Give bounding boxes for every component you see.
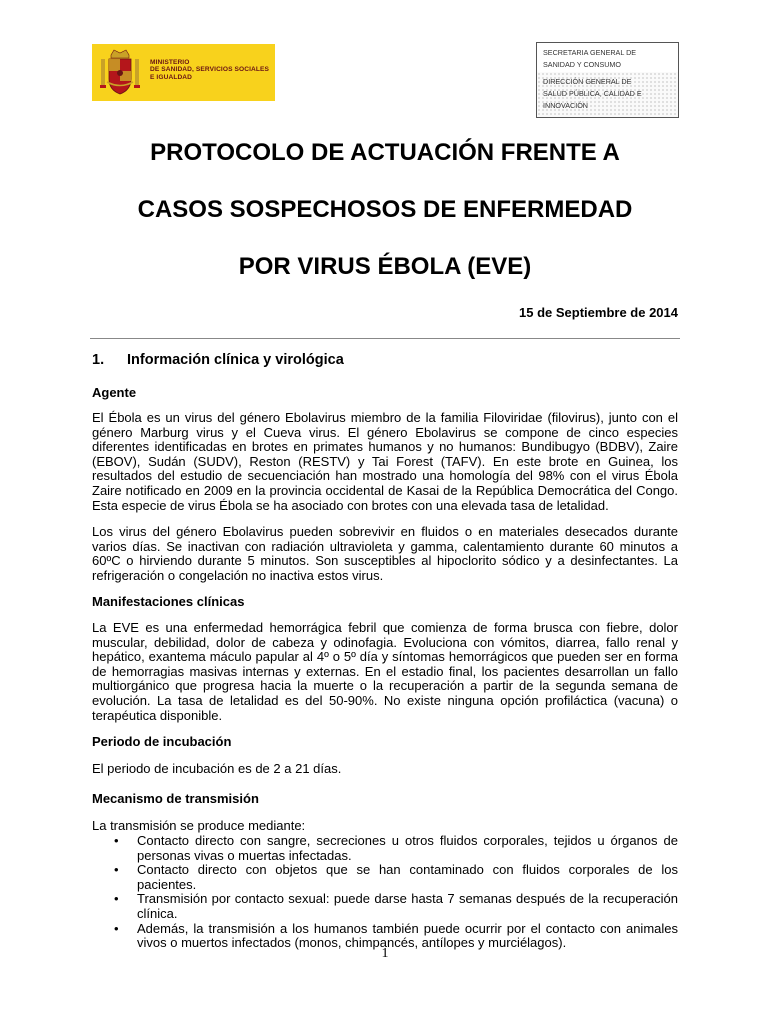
document-title-line-2: CASOS SOSPECHOSOS DE ENFERMEDAD [137,196,633,223]
list-item-text: Contacto directo con objetos que se han contaminado con fluidos corporales de los pacientes. [137,862,678,892]
bullet-icon: • [114,862,119,878]
secretaria-line: SECRETARIA GENERAL DE [543,48,637,57]
subheading-manifestaciones: Manifestaciones clínicas [92,594,245,609]
department-box [536,42,679,118]
subheading-incubacion: Periodo de incubación [92,734,232,749]
section-title: Información clínica y virológica [127,352,344,368]
paragraph-transmision-intro: La transmisión se produce mediante: [92,818,306,833]
document-date: 15 de Septiembre de 2014 [519,305,678,320]
transmission-list [92,834,678,951]
ministry-line: MINISTERIO [150,59,190,66]
list-item-text: Además, la transmisión a los humanos también puede ocurrir por el contacto con animales vivos o muertos infectados (monos, chimpancés, antílopes y murciélagos). [137,920,678,951]
direccion-line: DIRECCIÓN GENERAL DE [543,77,632,86]
paragraph-agente-1: El Ébola es un virus del género Ebolavirus miembro de la familia Filoviridae (filovirus), junto con el género Marburg virus y el Cueva virus. El género Ebolavirus se compone de cinco especies diferentes identificadas en brotes en primates humanos y no humanos: Bundibugyo (BDBV), Zaire (EBOV), Sudán (SUDV), Reston (RESTV) y Tai Forest (TAFV). En este brote en Guinea, los resultados del estudio de secuenciación han mostrado una homología del 98% con el virus Ébola Zaire notificado en 2009 en la provincia occidental de Kasai de la República Democrática del Congo. Esta especie de virus Ébola se ha asociado con brotes con una elevada tasa de letalidad. [92,410,678,513]
direccion-panel [537,72,678,117]
list-item-text: Transmisión por contacto sexual: puede darse hasta 7 semanas después de la recuperación clínica. [137,891,678,921]
divider [90,338,680,339]
ministry-line: E IGUALDAD [150,73,193,81]
coat-of-arms-icon [100,49,140,96]
ministry-logo [92,44,275,101]
ministry-name [150,59,269,81]
document-title-line-3: POR VIRUS ÉBOLA (EVE) [238,253,532,280]
bullet-icon: • [114,920,119,936]
direccion-line: SALUD PÚBLICA, CALIDAD E [543,89,642,98]
direccion-label [543,76,642,112]
list-item [92,863,678,892]
section-number: 1. [92,352,105,368]
subheading-agente: Agente [92,385,137,400]
list-item [92,834,678,863]
document-title-line-1: PROTOCOLO DE ACTUACIÓN FRENTE A [150,139,620,166]
subheading-transmision: Mecanismo de transmisión [92,791,259,806]
bullet-icon: • [114,833,119,848]
page-number: 1 [381,946,389,961]
paragraph-agente-2: Los virus del género Ebolavirus pueden sobrevivir en fluidos o en materiales desecados durante varios días. Se inactivan con radiación ultravioleta y gamma, calentamiento durante 60 minutos a 60ºC o hirviendo durante 5 minutos. Son susceptibles al hipoclorito sódico y a desinfectantes. La refrigeración o congelación no inactiva estos virus. [92,524,678,583]
secretaria-label [543,47,636,71]
list-item-text: Contacto directo con sangre, secreciones u otros fluidos corporales, tejidos u órganos de personas vivas o muertas infectadas. [137,833,678,863]
paragraph-incubacion: El periodo de incubación es de 2 a 21 días. [92,761,342,776]
list-item [92,892,678,921]
secretaria-line: SANIDAD Y CONSUMO [543,60,622,69]
direccion-line: INNOVACIÓN [543,101,588,110]
bullet-icon: • [114,891,119,907]
ministry-line: DE SANIDAD, SERVICIOS SOCIALES [150,66,270,74]
paragraph-manifestaciones: La EVE es una enfermedad hemorrágica febril que comienza de forma brusca con fiebre, dolor muscular, debilidad, dolor de cabeza y odinofagia. Evoluciona con vómitos, diarrea, fallo renal y hepático, exantema máculo papular al 4º o 5º día y síntomas hemorrágicos que pueden ser en forma de hemorragias masivas internas y externas. En el estadio final, los pacientes desarrollan un fallo multiorgánico que progresa hacia la muerte o la recuperación a partir de la segunda semana de evolución. La tasa de letalidad es del 50-90%. No existe ninguna opción profiláctica (vacuna) o terapéutica disponible. [92,620,678,723]
